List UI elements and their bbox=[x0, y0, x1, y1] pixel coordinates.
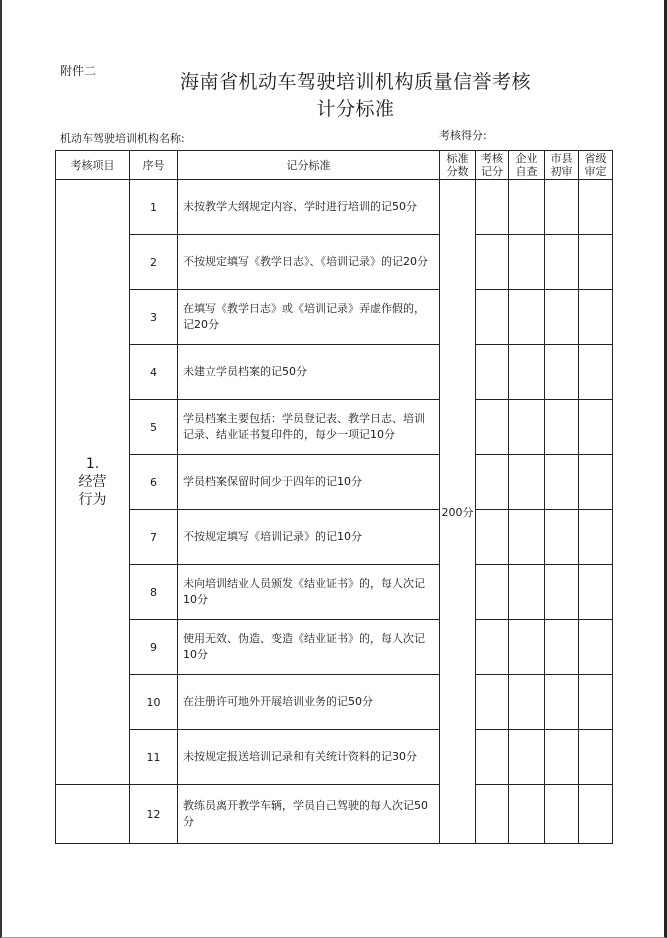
header-self-l1: 企业 bbox=[515, 152, 538, 165]
cell-self bbox=[509, 400, 545, 455]
cell-city bbox=[545, 290, 579, 345]
cell-city bbox=[545, 675, 579, 730]
table-row bbox=[56, 730, 613, 785]
row-seq: 8 bbox=[130, 565, 178, 620]
cell-city bbox=[545, 455, 579, 510]
cell-assess bbox=[476, 510, 509, 565]
row-seq: 12 bbox=[130, 785, 178, 844]
scoring-table bbox=[55, 150, 613, 844]
cell-city bbox=[545, 620, 579, 675]
row-standard: 未按教学大纲规定内容、学时进行培训的记50分 bbox=[178, 180, 440, 235]
category-line1: 经营 bbox=[78, 474, 107, 490]
header-seq: 序号 bbox=[130, 151, 178, 180]
cell-self bbox=[509, 345, 545, 400]
table-row bbox=[56, 455, 613, 510]
row-standard: 不按规定填写《培训记录》的记10分 bbox=[178, 510, 440, 565]
cell-self bbox=[509, 510, 545, 565]
header-prov bbox=[579, 151, 613, 180]
header-assess-l2: 记分 bbox=[481, 165, 503, 178]
attachment-label: 附件二 bbox=[60, 64, 97, 78]
cell-assess bbox=[476, 730, 509, 785]
cell-prov bbox=[579, 620, 613, 675]
header-item: 考核项目 bbox=[56, 151, 130, 180]
table-header-row bbox=[56, 151, 613, 180]
cell-self bbox=[509, 675, 545, 730]
row-standard: 教练员离开教学车辆，学员自己驾驶的每人次记50分 bbox=[178, 785, 440, 844]
cell-city bbox=[545, 235, 579, 290]
cell-city bbox=[545, 180, 579, 235]
row-standard: 在填写《教学日志》或《培训记录》弄虚作假的，记20分 bbox=[178, 290, 440, 345]
header-city bbox=[545, 151, 579, 180]
cell-city bbox=[545, 565, 579, 620]
row-seq: 9 bbox=[130, 620, 178, 675]
table-row bbox=[56, 565, 613, 620]
cell-assess bbox=[476, 620, 509, 675]
cell-self bbox=[509, 620, 545, 675]
row-standard: 使用无效、伪造、变造《结业证书》的，每人次记10分 bbox=[178, 620, 440, 675]
header-assess bbox=[476, 151, 509, 180]
cell-prov bbox=[579, 565, 613, 620]
row-seq: 4 bbox=[130, 345, 178, 400]
header-prov-l1: 省级 bbox=[584, 152, 607, 165]
table-row bbox=[56, 675, 613, 730]
cell-self bbox=[509, 565, 545, 620]
cell-self bbox=[509, 730, 545, 785]
header-assess-l1: 考核 bbox=[481, 152, 503, 165]
cell-self bbox=[509, 180, 545, 235]
category-cell bbox=[56, 180, 130, 785]
cell-prov bbox=[579, 180, 613, 235]
row-seq: 11 bbox=[130, 730, 178, 785]
cell-assess bbox=[476, 235, 509, 290]
cell-prov bbox=[579, 675, 613, 730]
cell-city bbox=[545, 510, 579, 565]
row-standard: 未向培训结业人员颁发《结业证书》的，每人次记10分 bbox=[178, 565, 440, 620]
cell-city bbox=[545, 345, 579, 400]
row-seq: 5 bbox=[130, 400, 178, 455]
category-cell-empty bbox=[56, 785, 130, 844]
category-number: 1. bbox=[85, 456, 100, 472]
standard-score-cell: 200分 bbox=[440, 180, 476, 844]
score-label: 考核得分: bbox=[439, 129, 487, 142]
cell-city bbox=[545, 400, 579, 455]
row-standard: 学员档案主要包括：学员登记表、教学日志、培训记录、结业证书复印件的，每少一项记10分 bbox=[178, 400, 440, 455]
cell-city bbox=[545, 730, 579, 785]
header-std-score-l2: 分数 bbox=[446, 165, 469, 178]
header-city-l1: 市县 bbox=[550, 152, 573, 165]
cell-prov bbox=[579, 290, 613, 345]
cell-self bbox=[509, 235, 545, 290]
table-row bbox=[56, 620, 613, 675]
header-city-l2: 初审 bbox=[550, 165, 573, 178]
cell-assess bbox=[476, 290, 509, 345]
cell-assess bbox=[476, 180, 509, 235]
row-standard: 未建立学员档案的记50分 bbox=[178, 345, 440, 400]
category-line2: 行为 bbox=[78, 492, 107, 508]
row-standard: 未按规定报送培训记录和有关统计资料的记30分 bbox=[178, 730, 440, 785]
row-standard: 在注册许可地外开展培训业务的记50分 bbox=[178, 675, 440, 730]
table-row bbox=[56, 400, 613, 455]
row-standard: 不按规定填写《教学日志》、《培训记录》的记20分 bbox=[178, 235, 440, 290]
header-self bbox=[509, 151, 545, 180]
cell-prov bbox=[579, 510, 613, 565]
cell-prov bbox=[579, 455, 613, 510]
table-row bbox=[56, 180, 613, 235]
row-seq: 2 bbox=[130, 235, 178, 290]
cell-self bbox=[509, 785, 545, 844]
cell-prov bbox=[579, 785, 613, 844]
cell-prov bbox=[579, 730, 613, 785]
document-title: 海南省机动车驾驶培训机构质量信誉考核 bbox=[179, 71, 531, 93]
cell-city bbox=[545, 785, 579, 844]
row-seq: 10 bbox=[130, 675, 178, 730]
row-standard: 学员档案保留时间少于四年的记10分 bbox=[178, 455, 440, 510]
row-seq: 6 bbox=[130, 455, 178, 510]
table-row bbox=[56, 345, 613, 400]
cell-self bbox=[509, 290, 545, 345]
table-row bbox=[56, 290, 613, 345]
header-self-l2: 自查 bbox=[515, 165, 538, 178]
document-subtitle: 计分标准 bbox=[316, 98, 395, 120]
header-std-score bbox=[440, 151, 476, 180]
row-seq: 3 bbox=[130, 290, 178, 345]
cell-assess bbox=[476, 345, 509, 400]
table-row bbox=[56, 510, 613, 565]
cell-prov bbox=[579, 235, 613, 290]
cell-self bbox=[509, 455, 545, 510]
cell-assess bbox=[476, 785, 509, 844]
header-std-score-l1: 标准 bbox=[446, 152, 469, 165]
table-row bbox=[56, 785, 613, 844]
cell-assess bbox=[476, 455, 509, 510]
cell-prov bbox=[579, 345, 613, 400]
cell-prov bbox=[579, 400, 613, 455]
cell-assess bbox=[476, 565, 509, 620]
cell-assess bbox=[476, 675, 509, 730]
header-prov-l2: 审定 bbox=[584, 165, 607, 178]
org-name-label: 机动车驾驶培训机构名称: bbox=[60, 132, 185, 145]
header-standard: 记分标准 bbox=[178, 151, 440, 180]
table-row bbox=[56, 235, 613, 290]
row-seq: 7 bbox=[130, 510, 178, 565]
row-seq: 1 bbox=[130, 180, 178, 235]
cell-assess bbox=[476, 400, 509, 455]
